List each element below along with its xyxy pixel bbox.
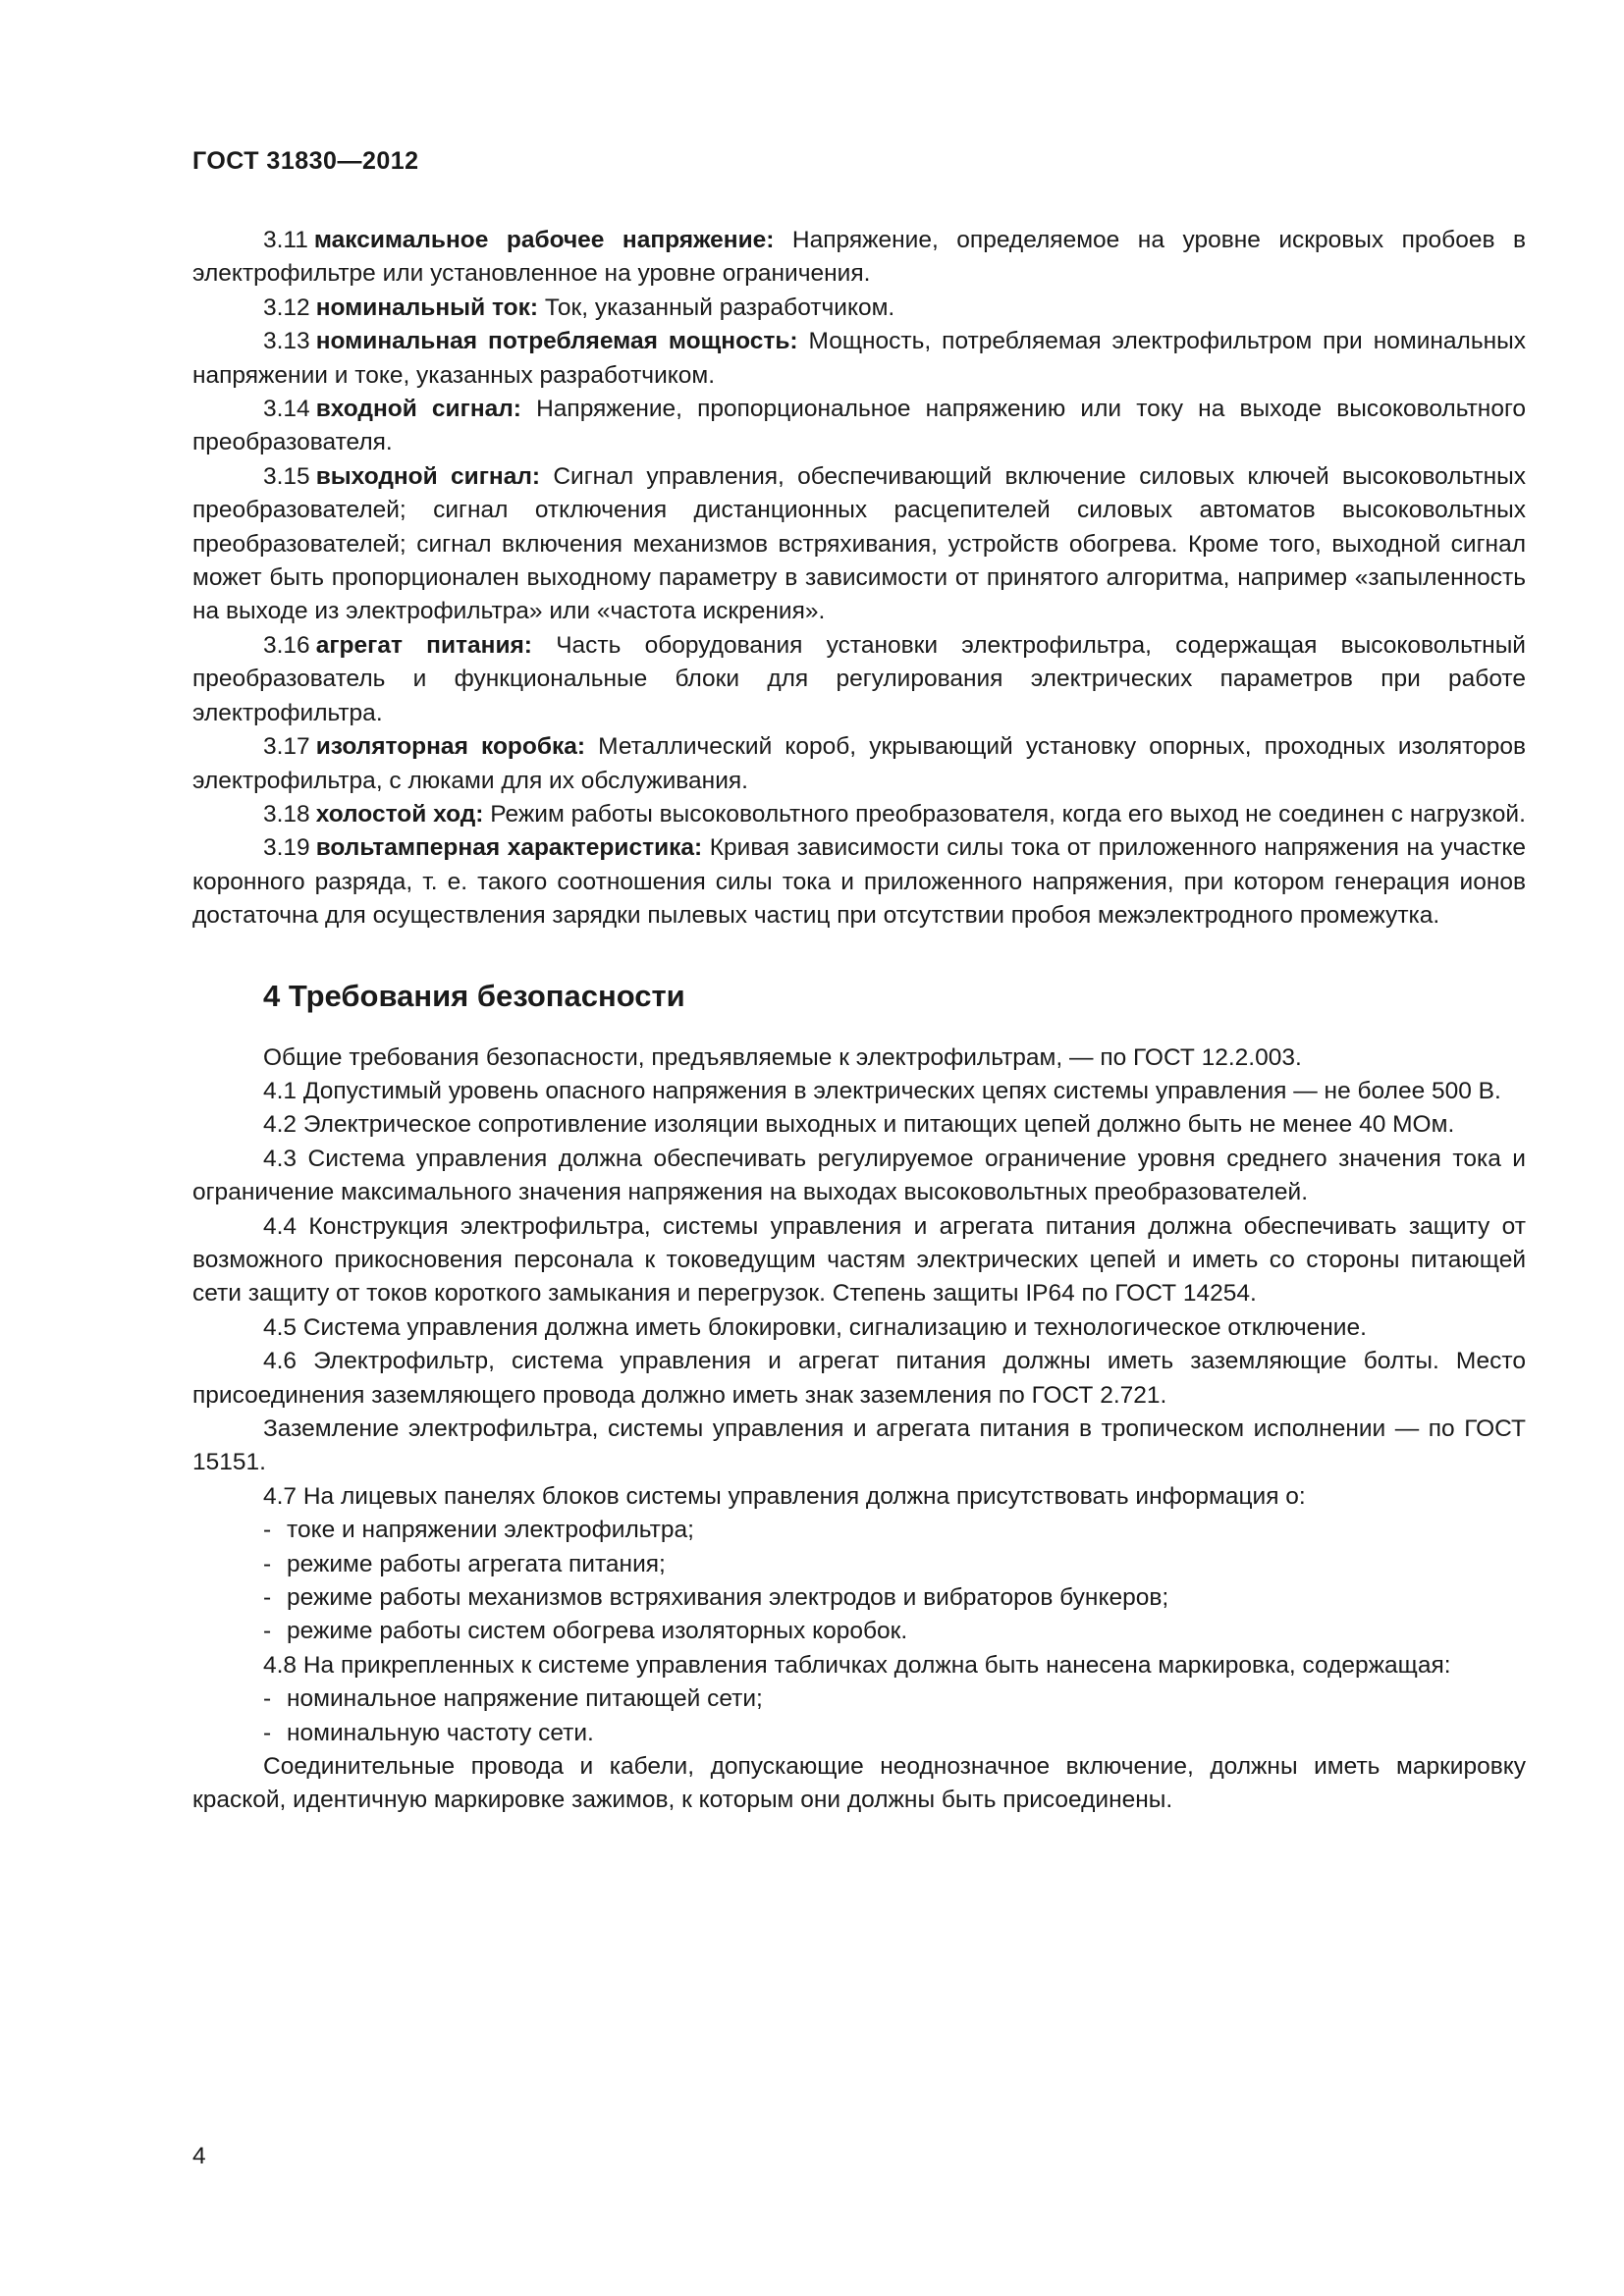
page-body [192, 224, 1526, 1818]
term: агрегат питания: [315, 631, 532, 659]
clause-4-3: 4.3 Система управления должна обеспечивать регулируемое ограничение уровня среднего значения тока и ограничение максимального значения напряжения на выходах высоковольтных преобразователей. [192, 1145, 1526, 1206]
section-intro: Общие требования безопасности, предъявляемые к электрофильтрам, — по ГОСТ 12.2.003. [263, 1043, 1302, 1071]
list-item [192, 1615, 1526, 1648]
list-dash: - [263, 1584, 272, 1612]
clause-4-6-grounding: Заземление электрофильтра, системы управления и агрегата питания в тропическом исполнении — по ГОСТ 15151. [192, 1415, 1526, 1476]
definition-text: Сигнал управления, обеспечивающий включение силовых ключей высоковольтных преобразователей; сигнал отключения дистанционных расцепителей силовых автоматов высоковольтных преобразователей; сигнал включения механизмов встряхивания, устройств обогрева. Кроме того, выходной сигнал может быть пропорционален выходному параметру в зависимости от принятого алгоритма, например «запыленность на выходе из электрофильтра» или «частота искрения». [192, 462, 1527, 625]
clause-4-4: 4.4 Конструкция электрофильтра, системы управления и агрегата питания должна обеспечивать защиту от возможного прикосновения персонала к токоведущим частям электрических цепей и иметь со стороны питающей сети защиту от токов короткого замыкания и перегрузок. Степень защиты IP64 по ГОСТ 14254. [192, 1212, 1526, 1308]
definition-text: Режим работы высоковольтного преобразователя, когда его выход не соединен с нагрузкой. [483, 800, 1526, 828]
term: изоляторная коробка: [315, 733, 586, 761]
clause-4-2: 4.2 Электрическое сопротивление изоляции выходных и питающих цепей должно быть не менее 40 МОм. [263, 1111, 1455, 1139]
term: выходной сигнал: [315, 462, 541, 490]
list-item-text: номинальную частоту сети. [287, 1719, 594, 1746]
list-dash: - [263, 1719, 272, 1746]
definition-text: Мощность, потребляемая электрофильтром при номинальных напряжении и токе, указанных разработчиком. [192, 328, 1527, 389]
page-number: 4 [192, 2143, 206, 2169]
definition-3-14 [192, 393, 1526, 460]
clause-number: 3.17 [263, 733, 310, 761]
clause-4-8-wiring: Соединительные провода и кабели, допускающие неоднозначное включение, должны иметь маркировку краской, идентичную маркировке зажимов, к которым они должны быть присоединены. [192, 1753, 1526, 1814]
clause-number: 3.19 [263, 834, 310, 862]
term: вольтамперная характеристика: [315, 834, 703, 862]
clause-4-7: 4.7 На лицевых панелях блоков системы управления должна присутствовать информация о: [263, 1482, 1306, 1510]
list-item [192, 1581, 1526, 1615]
list-item-text: режиме работы механизмов встряхивания электродов и вибраторов бункеров; [287, 1584, 1169, 1612]
definition-text: Металлический короб, укрывающий установку опорных, проходных изоляторов электрофильтра, с люками для их обслуживания. [192, 733, 1526, 794]
clause-4-8: 4.8 На прикрепленных к системе управления табличках должна быть нанесена маркировка, содержащая: [263, 1651, 1451, 1679]
definition-3-19 [192, 831, 1526, 933]
clause-4-1: 4.1 Допустимый уровень опасного напряжения в электрических цепях системы управления — не более 500 В. [263, 1077, 1501, 1104]
definition-3-17 [192, 730, 1526, 798]
term: максимальное рабочее напряжение: [313, 227, 775, 253]
section-title: 4 Требования безопасности [263, 978, 685, 1013]
term: входной сигнал: [315, 396, 521, 423]
definition-text: Часть оборудования установки электрофильтра, содержащая высоковольтный преобразователь и функциональные блоки для регулирования электрических параметров при работе электрофильтра. [192, 631, 1526, 726]
clause-number: 3.11 [263, 227, 308, 253]
clause-number: 3.12 [263, 294, 310, 321]
term: номинальный ток: [315, 294, 539, 321]
term: номинальная потребляемая мощность: [315, 328, 798, 355]
list-item [192, 1717, 1526, 1750]
list-item-text: режиме работы систем обогрева изоляторных коробок. [287, 1618, 908, 1645]
definition-3-15 [192, 460, 1526, 629]
list-item [192, 1514, 1526, 1547]
list-item [192, 1682, 1526, 1716]
list-item-text: токе и напряжении электрофильтра; [287, 1517, 694, 1544]
list-dash: - [263, 1517, 272, 1544]
list-item-text: номинальное напряжение питающей сети; [287, 1685, 763, 1713]
definition-3-13 [192, 325, 1526, 393]
clause-number: 3.16 [263, 631, 310, 659]
definition-text: Напряжение, пропорциональное напряжению или току на выходе высоковольтного преобразователя. [192, 396, 1526, 456]
clause-number: 3.14 [263, 396, 310, 423]
list-item [192, 1548, 1526, 1581]
definition-3-12 [192, 292, 1526, 325]
definition-3-16 [192, 629, 1526, 730]
clause-4-6: 4.6 Электрофильтр, система управления и агрегат питания должны иметь заземляющие болты. Место присоединения заземляющего провода должно иметь знак заземления по ГОСТ 2.721. [192, 1348, 1526, 1409]
definition-3-11 [192, 224, 1526, 292]
list-dash: - [263, 1618, 272, 1645]
clause-number: 3.15 [263, 462, 310, 490]
list-dash: - [263, 1550, 272, 1577]
clause-number: 3.18 [263, 800, 310, 828]
list-dash: - [263, 1685, 272, 1713]
document-header: ГОСТ 31830—2012 [192, 147, 419, 175]
clause-number: 3.13 [263, 328, 310, 355]
definition-text: Ток, указанный разработчиком. [538, 294, 895, 321]
definition-3-18 [192, 798, 1526, 831]
list-item-text: режиме работы агрегата питания; [287, 1550, 666, 1577]
definition-text: Напряжение, определяемое на уровне искровых пробоев в электрофильтре или установленное на уровне ограничения. [192, 227, 1526, 288]
term: холостой ход: [315, 800, 484, 828]
clause-4-5: 4.5 Система управления должна иметь блокировки, сигнализацию и технологическое отключение. [263, 1313, 1367, 1341]
definition-text: Кривая зависимости силы тока от приложенного напряжения на участке коронного разряда, т. е. такого соотношения силы тока и приложенного напряжения, при котором генерация ионов достаточна для осуществления зарядки пылевых частиц при отсутствии пробоя межэлектродного промежутка. [192, 834, 1526, 930]
